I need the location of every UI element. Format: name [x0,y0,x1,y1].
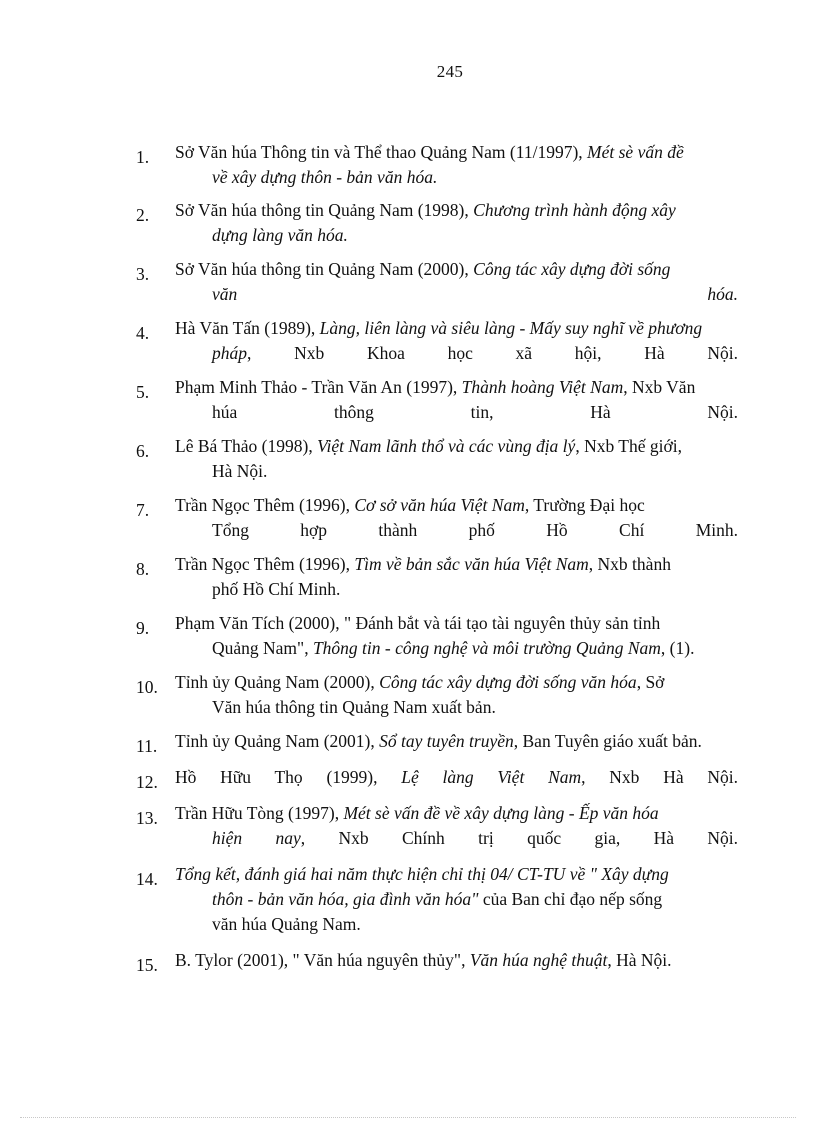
reference-text [175,765,738,790]
reference-line [175,862,738,887]
reference-segment: , Nxb Văn [623,377,696,397]
reference-text [175,611,738,661]
reference-segment: Trần Hữu Tòng (1997), [175,803,344,823]
reference-number: 2. [136,205,150,225]
reference-title: hiện nay [212,828,301,848]
reference-segment: Tỉnh ủy Quảng Nam (2001), [175,731,380,751]
reference-text [175,670,738,720]
reference-line [175,400,738,425]
reference-segment: Phạm Minh Thảo - Trần Văn An (1997), [175,377,462,397]
reference-line [175,198,738,223]
reference-segment: , Nxb Chính trị quốc gia, Hà Nội. [300,828,738,848]
reference-line [175,552,738,577]
reference-title: Sổ tay tuyên truyền [379,731,514,751]
reference-text [175,729,738,754]
reference-text [175,316,738,366]
reference-segment: Lê Bá Thảo (1998), [175,436,318,456]
reference-segment: Sở Văn húa thông tin Quảng Nam (2000), [175,259,474,279]
reference-item [0,493,816,543]
reference-number: 8. [136,559,150,579]
reference-item [0,862,816,937]
reference-number: 6. [136,441,150,461]
reference-segment: , Trường Đại học [524,495,645,515]
reference-number: 15. [136,955,158,975]
reference-segment: Văn húa thông tin Quảng Nam xuất bản. [212,697,496,717]
reference-line [175,887,738,912]
reference-line [175,826,738,851]
reference-title: Thông tin - công nghệ và môi trường Quảng Nam [312,638,661,658]
reference-line [175,518,738,543]
reference-text [175,948,738,973]
reference-number: 1. [136,147,150,167]
reference-line [175,341,738,366]
reference-segment: văn húa Quảng Nam. [212,914,361,934]
reference-segment: Hà Nội. [212,461,268,481]
reference-item [0,552,816,602]
reference-line [175,765,738,790]
reference-title: Mét sè vấn đề về xây dựng làng - Ếp văn hóa [343,803,659,823]
reference-title: văn hóa. [212,284,738,304]
reference-segment: Trần Ngọc Thêm (1996), [175,495,355,515]
reference-line [175,223,738,248]
reference-line [175,257,738,282]
reference-segment: Sở Văn húa Thông tin và Thể thao Quảng Nam (11/1997), [175,142,588,162]
reference-number: 13. [136,808,158,828]
reference-line [175,493,738,518]
reference-segment: phố Hồ Chí Minh. [212,579,341,599]
reference-line [175,801,738,826]
reference-line [175,375,738,400]
reference-line [175,636,738,661]
reference-item [0,316,816,366]
reference-segment: , Nxb Thế giới, [575,436,682,456]
reference-segment: Trần Ngọc Thêm (1996), [175,554,355,574]
reference-title: Lệ làng Việt Nam [401,767,582,787]
reference-text [175,862,738,937]
reference-text [175,198,738,248]
reference-number: 7. [136,500,150,520]
reference-segment: , Nxb Hà Nội. [581,767,738,787]
reference-line [175,611,738,636]
reference-title: Chương trình hành động xây [473,200,676,220]
reference-number: 14. [136,869,158,889]
reference-item [0,670,816,720]
reference-number: 3. [136,264,150,284]
reference-line [175,282,738,307]
reference-line [175,912,738,937]
reference-list [0,140,816,984]
reference-title: Công tác xây dựng đời sống [473,259,671,279]
reference-number: 5. [136,382,150,402]
reference-title: Thành hoàng Việt Nam [461,377,624,397]
reference-text [175,493,738,543]
reference-title: Tìm về bản sắc văn húa Việt Nam [354,554,589,574]
reference-segment: của Ban chỉ đạo nếp sống [478,889,663,909]
reference-text [175,434,738,484]
page-number: 245 [436,62,464,81]
reference-segment: , Nxb thành [588,554,671,574]
reference-item [0,140,816,190]
reference-title: Mét sè vấn đề [587,142,684,162]
reference-segment: Quảng Nam", [212,638,313,658]
reference-title: Văn húa nghệ thuật [469,950,608,970]
reference-number: 9. [136,618,150,638]
reference-title: Làng, liên làng và siêu làng - Mấy suy nghĩ về phương [319,318,703,338]
reference-item [0,198,816,248]
reference-line [175,165,738,190]
reference-title: Cơ sở văn húa Việt Nam [354,495,525,515]
reference-line [175,729,738,754]
reference-item [0,611,816,661]
reference-line [175,670,738,695]
reference-segment: Tổng hợp thành phố Hồ Chí Minh. [212,520,738,540]
reference-number: 10. [136,677,158,697]
page-bottom-border [20,1117,796,1118]
reference-title: pháp [212,343,247,363]
reference-segment: Sở Văn húa thông tin Quảng Nam (1998), [175,200,474,220]
reference-title: dựng làng văn hóa. [212,225,348,245]
reference-item [0,375,816,425]
reference-segment: húa thông tin, Hà Nội. [212,402,738,422]
reference-line [175,948,738,973]
reference-title: Tổng kết, đánh giá hai năm thực hiện chỉ thị 04/ CT-TU về " Xây dựng [175,864,669,884]
reference-line [175,140,738,165]
reference-line [175,695,738,720]
reference-title: về xây dựng thôn - bản văn hóa. [212,167,438,187]
reference-title: Công tác xây dựng đời sống văn hóa [379,672,637,692]
reference-text [175,801,738,851]
reference-title: Việt Nam lãnh thổ và các vùng địa lý [317,436,576,456]
reference-segment: Hồ Hữu Thọ (1999), [175,767,402,787]
reference-number: 11. [136,736,158,756]
reference-item [0,257,816,307]
reference-line [175,316,738,341]
reference-segment: , Sở [636,672,665,692]
reference-segment: Tỉnh ủy Quảng Nam (2000), [175,672,380,692]
reference-item [0,434,816,484]
reference-item [0,765,816,790]
reference-line [175,459,738,484]
reference-line [175,434,738,459]
reference-item [0,948,816,973]
reference-line [175,577,738,602]
reference-segment: , Nxb Khoa học xã hội, Hà Nội. [247,343,738,363]
reference-number: 12. [136,772,158,792]
reference-text [175,375,738,425]
reference-title: thôn - bản văn hóa, gia đình văn hóa" [212,889,479,909]
reference-item [0,729,816,754]
reference-segment: , Hà Nội. [607,950,672,970]
reference-segment: B. Tylor (2001), " Văn húa nguyên thủy", [175,950,470,970]
reference-text [175,140,738,190]
reference-segment: Hà Văn Tấn (1989), [175,318,320,338]
reference-segment: , Ban Tuyên giáo xuất bản. [513,731,702,751]
reference-segment: Phạm Văn Tích (2000), " Đánh bắt và tái tạo tài nguyên thủy sản tỉnh [175,613,661,633]
reference-number: 4. [136,323,150,343]
reference-item [0,801,816,851]
reference-text [175,552,738,602]
reference-segment: , (1). [660,638,695,658]
reference-text [175,257,738,307]
